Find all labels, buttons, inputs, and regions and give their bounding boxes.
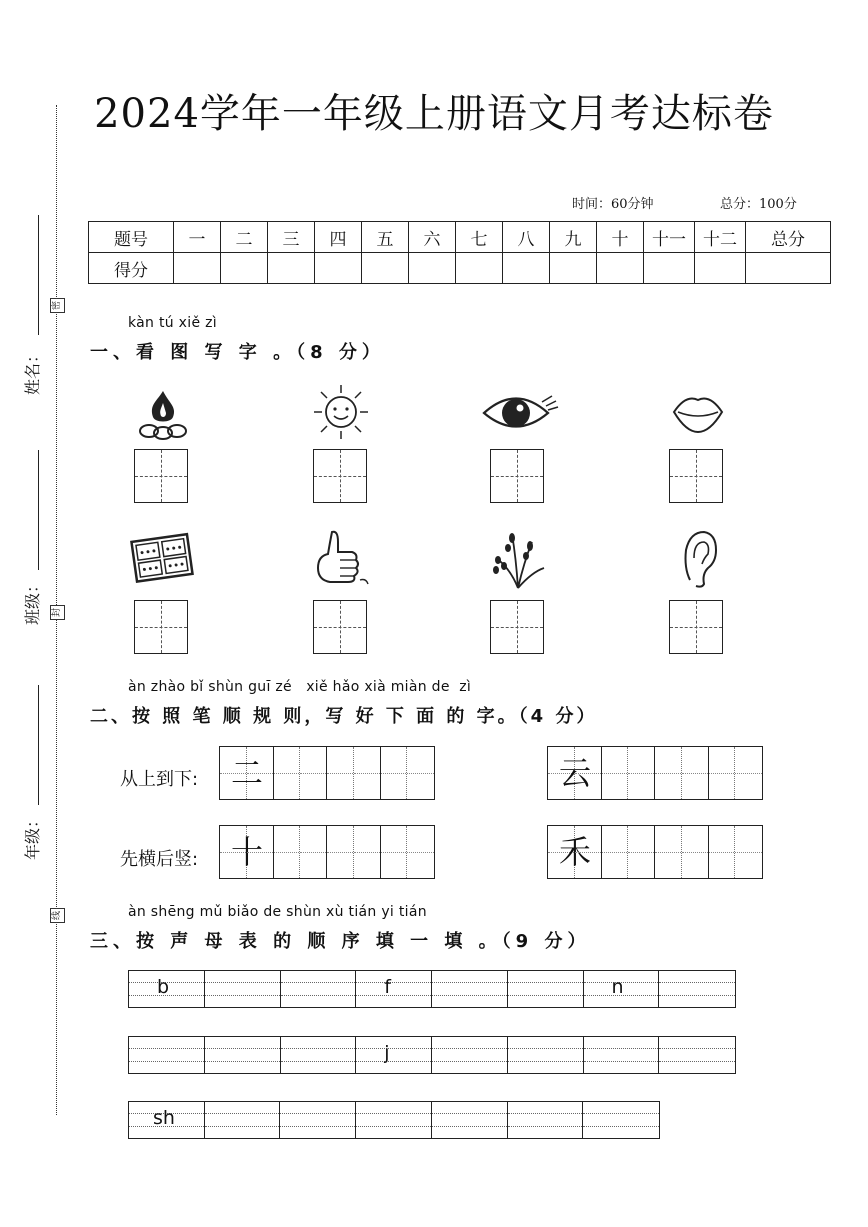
score-table bbox=[88, 221, 831, 284]
table-cell: 十二 bbox=[695, 222, 746, 253]
stroke-practice-grid[interactable] bbox=[547, 746, 763, 800]
model-character: 云 bbox=[558, 754, 591, 792]
score-input-cell[interactable] bbox=[409, 253, 456, 284]
sun-icon bbox=[312, 383, 370, 441]
table-cell: 四 bbox=[315, 222, 362, 253]
table-cell: 三 bbox=[268, 222, 315, 253]
score-input-cell[interactable] bbox=[695, 253, 746, 284]
order-label: 先横后竖: bbox=[120, 849, 199, 870]
score-input-cell[interactable] bbox=[550, 253, 597, 284]
ear-icon bbox=[680, 528, 720, 590]
pinyin-fill-row[interactable] bbox=[128, 970, 736, 1008]
stroke-practice-grid[interactable] bbox=[219, 825, 435, 879]
score-input-cell[interactable] bbox=[503, 253, 550, 284]
initial-letter: n bbox=[611, 976, 624, 998]
table-cell: 六 bbox=[409, 222, 456, 253]
score-input-cell[interactable] bbox=[644, 253, 695, 284]
mouth-icon bbox=[670, 392, 726, 434]
q3-pinyin: àn shēng mǔ biǎo de shùn xù tián yi tián bbox=[128, 904, 427, 920]
score-input-cell[interactable] bbox=[597, 253, 644, 284]
q2-pinyin: àn zhào bǐ shùn guī zé xiě hǎo xià miàn de zì bbox=[128, 679, 472, 695]
q1-heading: 一、看 图 写 字 。（8 分） bbox=[90, 342, 385, 363]
initial-letter: f bbox=[384, 976, 391, 998]
table-header: 得分 bbox=[89, 253, 174, 284]
pinyin-fill-row[interactable] bbox=[128, 1036, 736, 1074]
seal-mark: 封 bbox=[50, 605, 65, 620]
table-row bbox=[89, 222, 831, 253]
score-input-cell[interactable] bbox=[456, 253, 503, 284]
fire-icon bbox=[135, 383, 191, 443]
score-input-cell[interactable] bbox=[221, 253, 268, 284]
initial-letter: sh bbox=[153, 1107, 175, 1129]
table-cell: 一 bbox=[174, 222, 221, 253]
q2-heading: 二、按 照 笔 顺 规 则，写 好 下 面 的 字。（4 分） bbox=[90, 706, 598, 727]
hand-icon bbox=[310, 528, 370, 590]
model-character: 二 bbox=[230, 754, 263, 792]
writing-grid-cell[interactable] bbox=[134, 449, 188, 503]
table-cell: 五 bbox=[362, 222, 409, 253]
table-cell: 七 bbox=[456, 222, 503, 253]
writing-grid-cell[interactable] bbox=[134, 600, 188, 654]
score-input-cell[interactable] bbox=[268, 253, 315, 284]
order-label: 从上到下: bbox=[120, 769, 199, 790]
writing-grid-cell[interactable] bbox=[669, 449, 723, 503]
page-title: 2024学年一年级上册语文月考达标卷 bbox=[94, 91, 774, 137]
total-score-info: 总分：100分 bbox=[720, 197, 797, 212]
grade-label: 年级： bbox=[23, 811, 42, 860]
class-label: 班级： bbox=[23, 576, 42, 625]
writing-grid-cell[interactable] bbox=[313, 600, 367, 654]
seal-mark: 线 bbox=[50, 908, 65, 923]
model-character: 十 bbox=[230, 833, 263, 871]
score-input-cell[interactable] bbox=[315, 253, 362, 284]
table-cell: 八 bbox=[503, 222, 550, 253]
seal-mark: 密 bbox=[50, 298, 65, 313]
table-cell: 二 bbox=[221, 222, 268, 253]
score-input-cell[interactable] bbox=[362, 253, 409, 284]
pinyin-fill-row[interactable] bbox=[128, 1101, 660, 1139]
table-header: 总分 bbox=[746, 222, 831, 253]
time-info: 时间：60分钟 bbox=[572, 197, 654, 212]
grade-line bbox=[38, 685, 39, 805]
table-cell: 十一 bbox=[644, 222, 695, 253]
table-cell: 九 bbox=[550, 222, 597, 253]
q3-heading: 三、按 声 母 表 的 顺 序 填 一 填 。（9 分） bbox=[90, 931, 591, 952]
field-icon bbox=[128, 530, 194, 586]
initial-letter: b bbox=[157, 976, 170, 998]
q1-pinyin: kàn tú xiě zì bbox=[128, 315, 217, 331]
rice-icon bbox=[488, 528, 548, 590]
initial-letter: j bbox=[384, 1042, 390, 1064]
name-line bbox=[38, 215, 39, 335]
stroke-practice-grid[interactable] bbox=[219, 746, 435, 800]
model-character: 禾 bbox=[558, 833, 591, 871]
table-cell: 十 bbox=[597, 222, 644, 253]
score-input-cell[interactable] bbox=[746, 253, 831, 284]
class-line bbox=[38, 450, 39, 570]
eye-icon bbox=[480, 388, 560, 438]
name-label: 姓名： bbox=[23, 346, 42, 395]
stroke-practice-grid[interactable] bbox=[547, 825, 763, 879]
writing-grid-cell[interactable] bbox=[313, 449, 367, 503]
writing-grid-cell[interactable] bbox=[669, 600, 723, 654]
writing-grid-cell[interactable] bbox=[490, 600, 544, 654]
table-header: 题号 bbox=[89, 222, 174, 253]
table-row bbox=[89, 253, 831, 284]
score-input-cell[interactable] bbox=[174, 253, 221, 284]
writing-grid-cell[interactable] bbox=[490, 449, 544, 503]
